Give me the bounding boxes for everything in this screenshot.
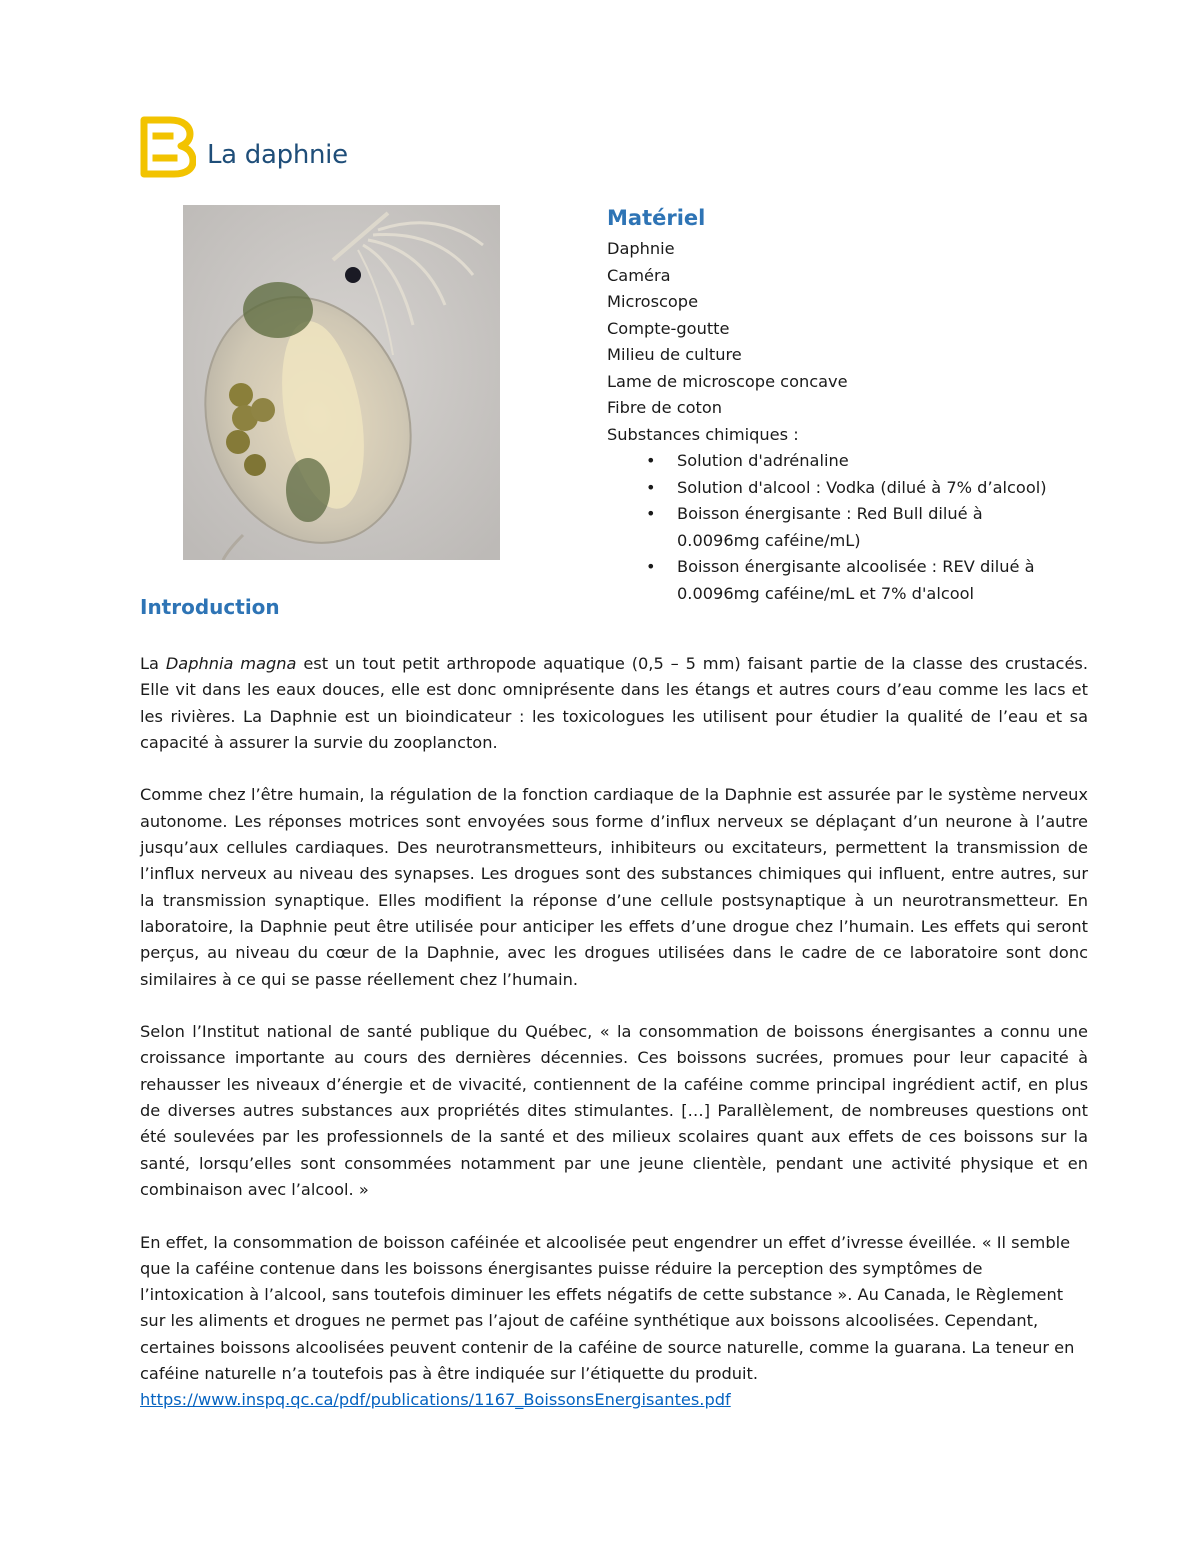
daphnia-photo [183, 205, 500, 560]
substance-item: • Boisson énergisante : Red Bull dilué à 0.0096mg caféine/mL) [677, 501, 1027, 554]
materiel-item: Fibre de coton [607, 398, 723, 417]
paragraph-text: La [140, 654, 166, 673]
materiel-section [607, 204, 1107, 607]
materiel-item: Daphnie [607, 239, 675, 258]
materiel-item: Microscope [607, 292, 699, 311]
paragraph-text: En effet, la consommation de boisson caféinée et alcoolisée peut engendrer un effet d’ivresse éveillée. « Il semble que la caféine contenue dans les boissons énergisantes puisse réduire la perception des symptômes de l’intoxication à l’alcool, sans toutefois diminuer les effets négatifs de cette substance ». Au Canada, le Règlement sur les aliments et drogues ne permet pas l’ajout de caféine synthétique aux boissons alcoolisées. Cependant, certaines boissons alcoolisées peuvent contenir de la caféine de source naturelle, comme la guarana. La teneur en caféine naturelle n’a toutefois pas à être indiquée sur l’étiquette du produit. [140, 1232, 1075, 1384]
substance-item: • Solution d'adrénaline [677, 448, 1107, 475]
introduction-body [140, 651, 1088, 1440]
paragraph: Comme chez l’être humain, la régulation de la fonction cardiaque de la Daphnie est assurée par le système nerveux autonome. Les réponses motrices sont envoyées sous forme d’influx nerveux se déplaçant d’un neurone à l’autre jusqu’aux cellules cardiaques. Des neurotransmetteurs, inhibiteurs ou excitateurs, permettent la transmission de l’influx nerveux au niveau des synapses. Les drogues sont des substances chimiques qui influent, entre autres, sur la transmission synaptique. Elles modifient la réponse d’une cellule postsynaptique à un neurotransmetteur. En laboratoire, la Daphnie peut être utilisée pour anticiper les effets d’une drogue chez l’humain. Les effets qui seront perçus, au niveau du cœur de la Daphnie, avec les drogues utilisées dans le cadre de ce laboratoire sont donc similaires à ce qui se passe réellement chez l’humain. [140, 785, 1088, 989]
materiel-heading: Matériel [607, 206, 706, 230]
document-title: La daphnie [207, 140, 348, 170]
materiel-item: Caméra [607, 265, 671, 285]
substances-list [607, 448, 1107, 607]
paragraph: Selon l’Institut national de santé publique du Québec, « la consommation de boissons énergisantes a connu une croissance importante au cours des dernières décennies. Ces boissons sucrées, promues pour leur capacité à rehausser les niveaux d’énergie et de vivacité, contiennent de la caféine comme principal ingrédient actif, en plus de diverses autres substances aux propriétés dites stimulantes. […] Parallèlement, de nombreuses questions ont été soulevées par les professionnels de la santé et des milieux scolaires quant aux effets de ces boissons sur la santé, lorsqu’elles sont consommées notamment par une jeune clientèle, pendant une activité physique et en combinaison avec l’alcool. » [140, 1022, 1088, 1199]
paragraph-text: est un tout petit arthropode aquatique (0,5 – 5 mm) faisant partie de la classe des crustacés. Elle vit dans les eaux douces, elle est donc omniprésente dans les étangs et autres cours d’eau comme les lacs et les rivières. La Daphnie est un bioindicateur : les toxicologues les utilisent pour étudier la qualité de l’eau et sa capacité à assurer la survie du zooplancton. [140, 654, 1088, 752]
materiel-item: Compte-goutte [607, 318, 730, 338]
substance-item: • Boisson énergisante alcoolisée : REV dilué à 0.0096mg caféine/mL et 7% d'alcool [677, 554, 1067, 607]
paragraph [140, 1230, 1088, 1414]
paragraph [140, 651, 1088, 756]
species-name: Daphnia magna [165, 654, 297, 673]
introduction-heading: Introduction [140, 595, 280, 619]
materiel-item: Substances chimiques : [607, 424, 799, 444]
brand-logo [140, 116, 196, 178]
materiel-item: Lame de microscope concave [607, 371, 848, 391]
materiel-item: Milieu de culture [607, 345, 742, 364]
substance-item: • Solution d'alcool : Vodka (dilué à 7% d’alcool) [677, 475, 1107, 502]
source-link[interactable]: https://www.inspq.qc.ca/pdf/publications/1167_BoissonsEnergisantes.pdf [140, 1390, 731, 1410]
